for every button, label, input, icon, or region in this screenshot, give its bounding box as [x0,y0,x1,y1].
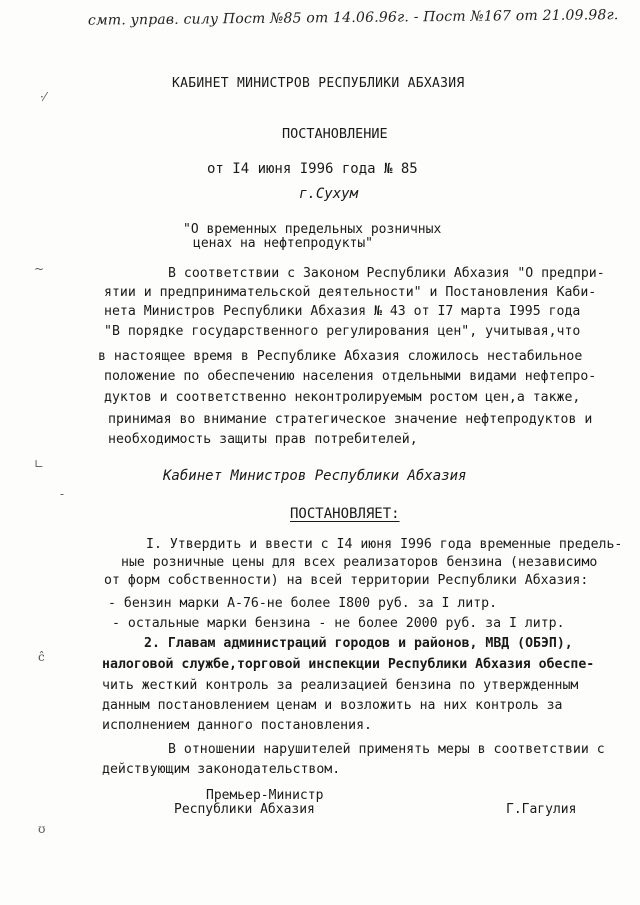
preamble-line: нета Министров Республики Абхазия № 43 от I7 марта I995 года [104,304,581,319]
decree-line: от форм собственности) на всей территории Республики Абхазия: [104,573,589,588]
title-line-2: ценах на нефтепродукты" [193,236,374,251]
decree-line: - бензин марки А-76-не более I800 руб. за I литр. [108,596,498,611]
decree-line: I. Утвердить и ввести с I4 июня I996 года временные предель- [146,537,623,552]
city: г.Сухум [299,186,359,202]
preamble-line: принимая во внимание стратегическое значение нефтепродуктов и [108,412,593,427]
decree-line: действующим законодательством. [102,762,341,777]
resolves-heading: ПОСТАНОВЛЯЕТ: [290,506,400,522]
signatory-position-1: Премьер-Министр [206,788,324,803]
signatory-name: Г.Гагулия [506,802,577,817]
date-number: от I4 июня I996 года № 85 [207,161,418,177]
margin-mark: ·⁄ [40,90,46,104]
preamble-line: положение по обеспечению населения отдельными видами нефтепро- [104,369,597,384]
authority-heading: КАБИНЕТ МИНИСТРОВ РЕСПУБЛИКИ АБХАЗИЯ [172,76,465,91]
decree-line: - остальные марки бензина - не более 2000 руб. за I литр. [112,616,565,631]
decree-line: данным постановлением ценам и возложить на них контроль за [102,698,563,713]
preamble-line: дуктов и соответственно неконтролируемым ростом цен,а также, [104,390,581,405]
preamble-line: ятии и предпринимательской деятельности" и Постановления Каби- [104,285,597,300]
preamble-line: "В порядке государственного регулирования цен", учитывая,что [104,324,581,339]
decree-line: В отношении нарушителей применять меры в соответствии с [168,742,605,757]
preamble-line: необходимость защиты прав потребителей, [108,432,418,447]
decree-line: чить жесткий контроль за реализацией бензина по утвержденным [102,678,579,693]
decree-line: ные розничные цены для всех реализаторов бензина (независимо [121,555,598,570]
cabinet-line: Кабинет Министров Республики Абхазия [163,468,467,484]
preamble-line: в настоящее время в Республике Абхазия сложилось нестабильное [98,349,583,364]
decree-line: налоговой службе,торговой инспекции Республики Абхазия обеспе- [102,657,595,672]
handwritten-note: смт. управ. силу Пост №85 от 14.06.96г. - Пост №167 от 21.09.98г. [87,7,619,29]
signatory-position-2: Республики Абхазия [174,802,315,817]
margin-mark: ĉ [38,650,45,664]
margin-mark: - [60,487,65,501]
margin-mark: ~ [34,262,45,276]
decree-line: 2. Главам администраций городов и районов, МВД (ОБЭП), [144,636,573,651]
decree-line: исполнением данного постановления. [102,718,372,733]
margin-mark: ∟ [34,457,45,471]
margin-mark: ʊ [38,822,46,836]
preamble-line: В соответствии с Законом Республики Абхазия "О предпри- [168,266,605,281]
title-line-1: "О временных предельных розничных [183,222,442,237]
doc-type-heading: ПОСТАНОВЛЕНИЕ [282,126,388,142]
